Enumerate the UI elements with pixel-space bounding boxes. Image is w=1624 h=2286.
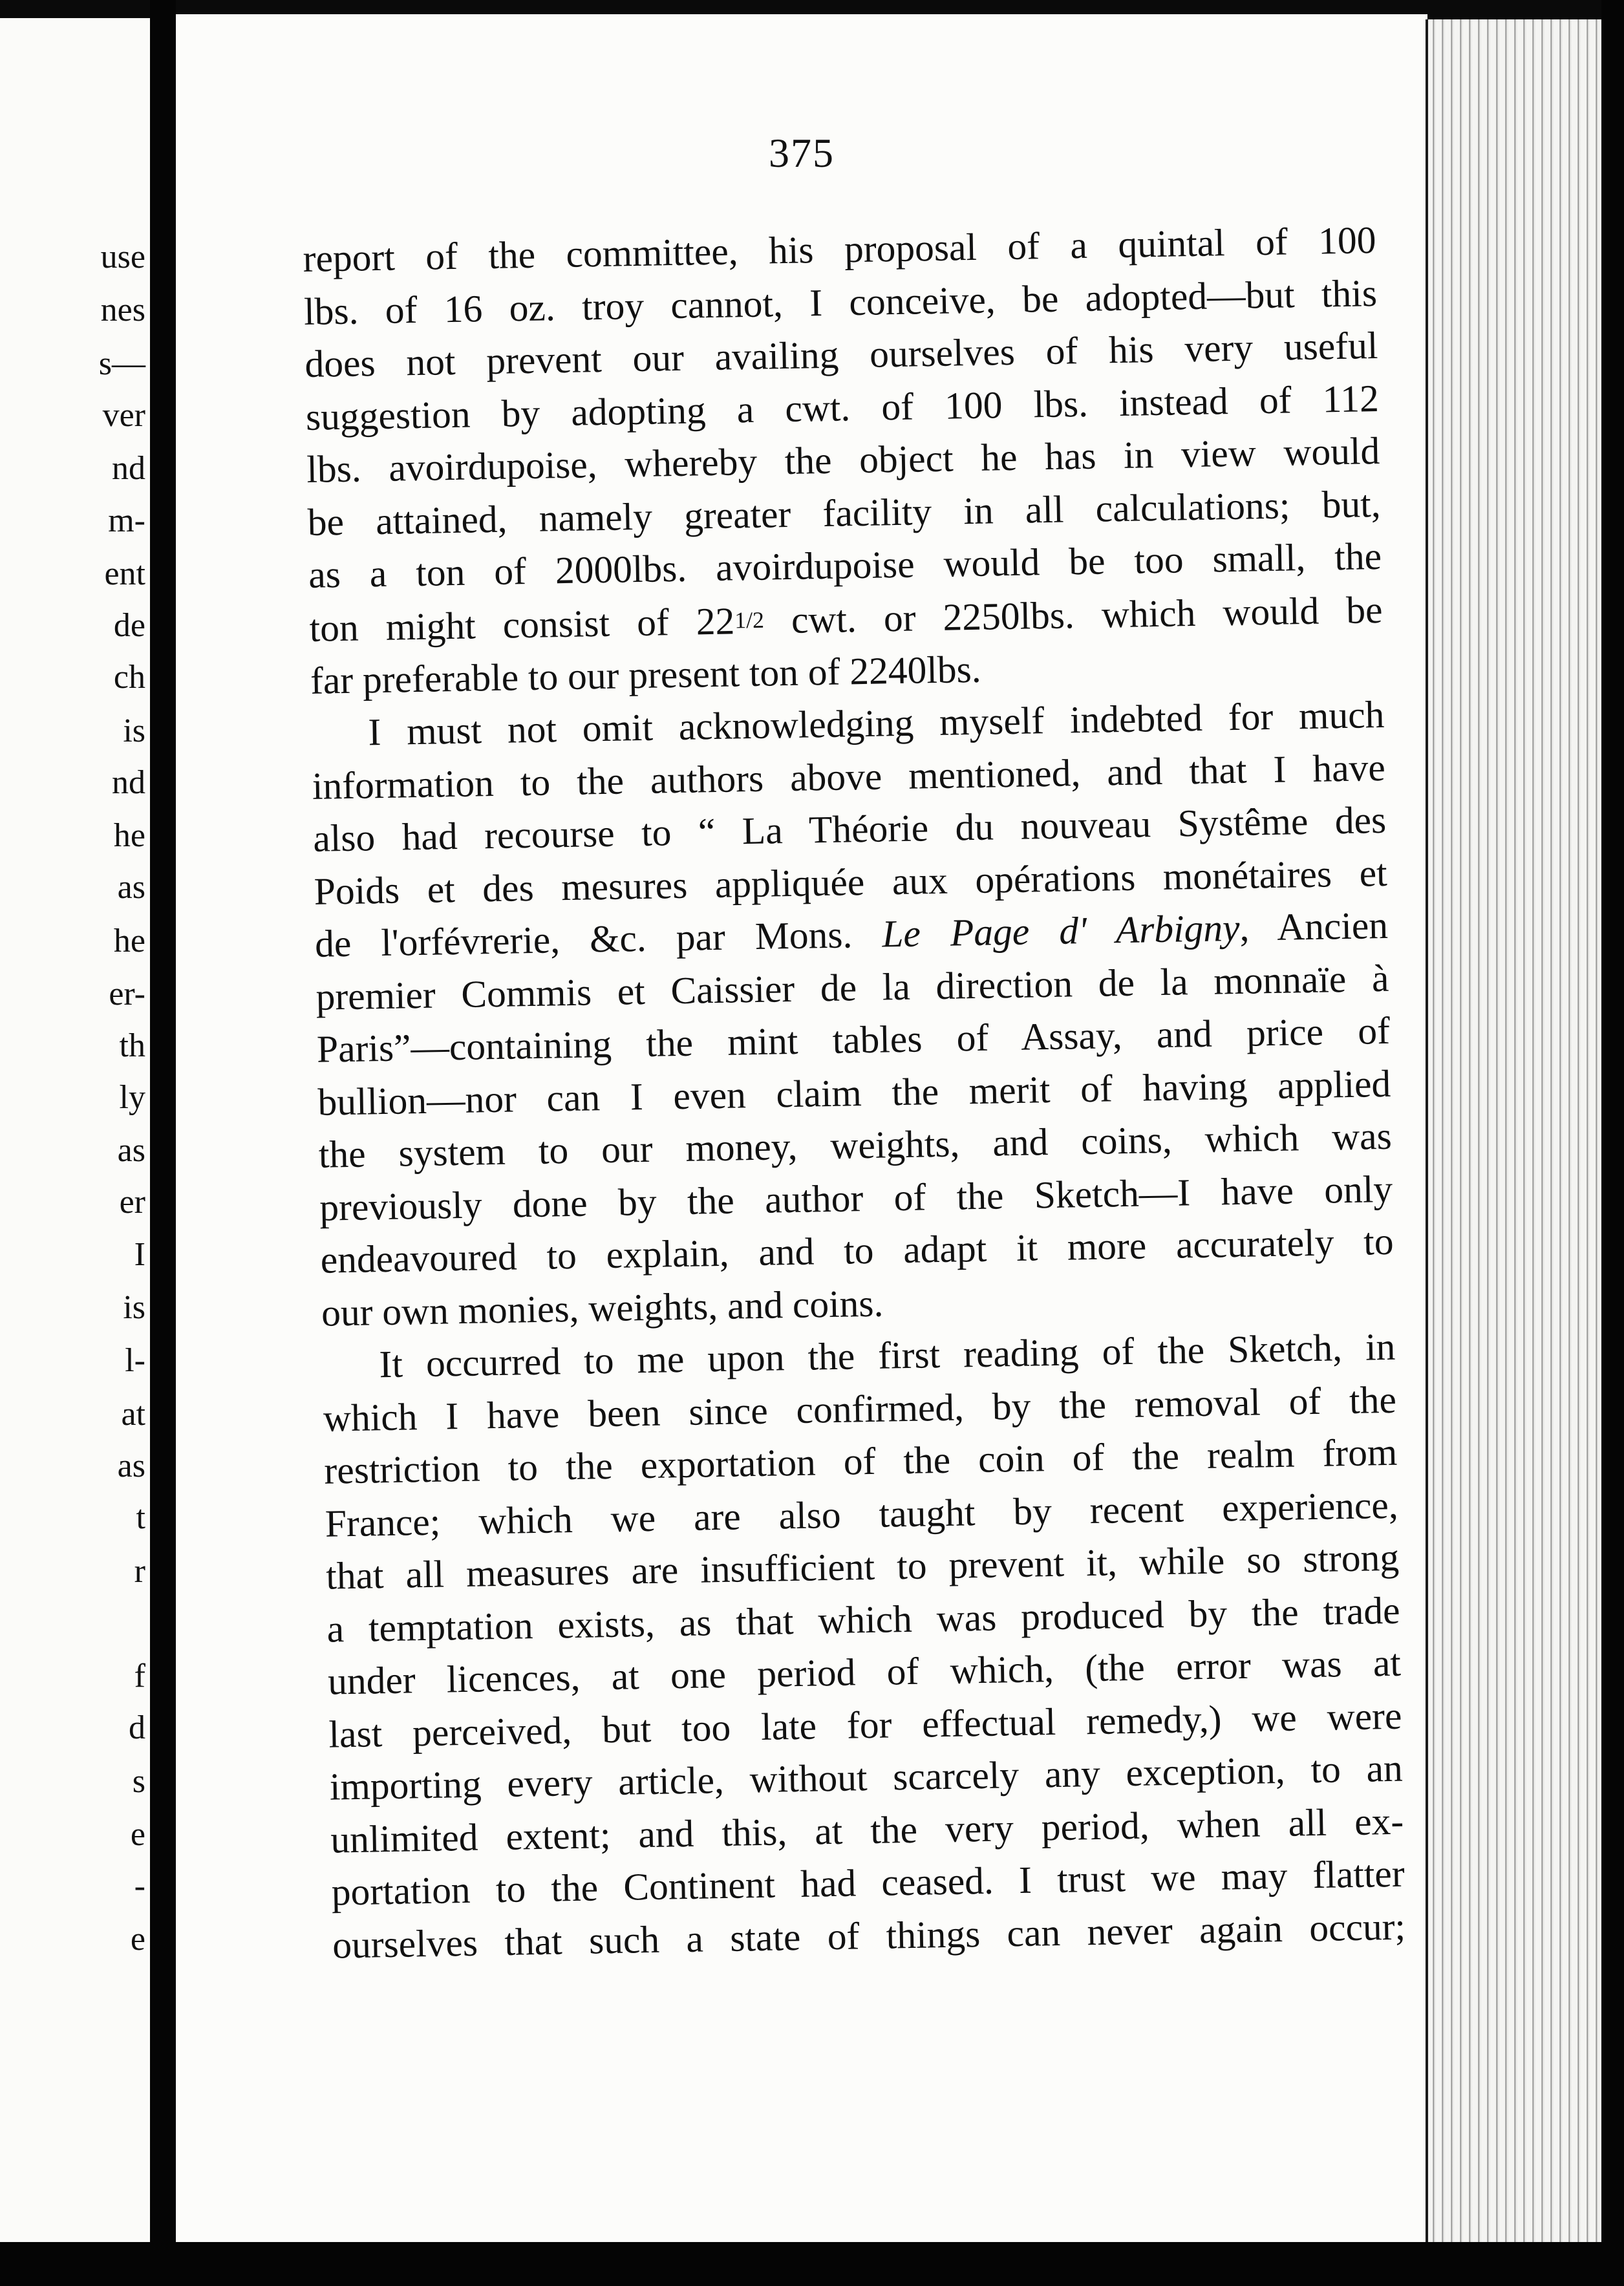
left-page-fragment: he — [113, 817, 145, 854]
left-page-fragment: ly — [119, 1079, 145, 1116]
text-line: information to the authors above mentioned, and that I have — [312, 745, 1386, 807]
left-page-fragment: f — [134, 1658, 145, 1694]
left-page-fragment: d — [129, 1709, 145, 1746]
text-segment: ton might consist of 22 — [309, 599, 735, 650]
left-page-fragment: nd — [112, 450, 145, 487]
body-text — [303, 214, 1406, 1972]
text-line: the system to our money, weights, and coins, which was — [318, 1115, 1393, 1177]
text-line: previously done by the author of the Sketch—I have only — [319, 1167, 1393, 1229]
text-line: ourselves that such a state of things can never again occur; — [332, 1905, 1406, 1967]
left-facing-page — [0, 18, 150, 2242]
left-page-fragment: e — [130, 1816, 145, 1853]
book-gutter — [150, 0, 176, 2286]
text-line: which I have been since confirmed, by the removal of the — [323, 1378, 1397, 1440]
text-line: I must not omit acknowledging myself indebted for much — [367, 693, 1385, 754]
text-line: far preferable to our present ton of 2240lbs. — [310, 647, 982, 702]
text-line: our own monies, weights, and coins. — [321, 1281, 884, 1334]
text-line: restriction to the exportation of the coin of the realm from — [323, 1431, 1398, 1493]
text-line: does not prevent our availing ourselves of his very useful — [304, 324, 1378, 385]
page-number: 375 — [769, 130, 835, 176]
left-page-fragment: er — [119, 1184, 145, 1221]
text-segment: de l'orfévrerie, &c. par Mons. — [314, 912, 882, 966]
text-line: last perceived, but too late for effectual remedy,) we were — [328, 1694, 1402, 1756]
left-page-fragment: de — [113, 607, 145, 644]
left-page-fragment: nd — [112, 764, 145, 801]
text-line: importing every article, without scarcely any exception, to an — [329, 1747, 1404, 1809]
text-line: lbs. avoirdupoise, whereby the object he has in view would — [306, 429, 1380, 491]
left-page-fragment: as — [117, 1132, 145, 1169]
text-line: Paris”—containing the mint tables of Assay, and price of — [316, 1009, 1391, 1071]
left-page-fragment: he — [113, 923, 145, 959]
left-page-fragment: t — [136, 1499, 145, 1536]
text-line: be attained, namely greater facility in all calculations; but, — [307, 482, 1382, 544]
left-page-fragment: m- — [108, 502, 145, 539]
text-line: that all measures are insufficient to prevent it, while so strong — [325, 1536, 1400, 1598]
text-line: under licences, at one period of which, (the error was at — [327, 1641, 1402, 1704]
scan-border-bottom — [0, 2242, 1624, 2286]
text-line: also had recourse to “ La Théorie du nouveau Systême des — [312, 798, 1387, 860]
left-page-fragment: th — [119, 1027, 145, 1064]
left-page-fragment: - — [134, 1868, 145, 1905]
left-page-fragment: as — [117, 869, 145, 906]
text-line: It occurred to me upon the first reading of the Sketch, in — [378, 1325, 1396, 1386]
text-line: premier Commis et Caissier de la direction de la monnaïe à — [315, 956, 1389, 1018]
text-segment: cwt. or 2250lbs. which would be — [764, 588, 1383, 642]
text-line: report of the committee, his proposal of a quintal of 100 — [303, 219, 1377, 280]
text-line: lbs. of 16 oz. troy cannot, I conceive, be adopted—but this — [303, 271, 1378, 333]
main-page — [176, 14, 1427, 2242]
left-page-fragment: is — [123, 712, 145, 749]
text-line: portation to the Continent had ceased. I trust we may flatter — [331, 1852, 1405, 1914]
text-line: unlimited extent; and this, at the very period, when all ex- — [330, 1799, 1404, 1861]
left-page-fragment: ver — [102, 397, 145, 434]
left-page-fragment: r — [134, 1553, 145, 1590]
left-page-fragment: l- — [125, 1342, 145, 1379]
left-page-fragment: s— — [98, 345, 145, 382]
left-page-fragment: s — [132, 1763, 145, 1800]
left-page-fragment: is — [123, 1289, 145, 1326]
text-line: endeavoured to explain, and to adapt it more accurately to — [320, 1220, 1394, 1282]
left-page-fragment: at — [121, 1396, 145, 1433]
left-page-fragment: as — [117, 1447, 145, 1484]
text-segment: , Ancien — [1239, 904, 1389, 950]
text-line: bullion—nor can I even claim the merit of having applied — [317, 1062, 1391, 1124]
page-edges — [1426, 19, 1604, 2243]
fraction: 1/2 — [734, 606, 765, 633]
left-page-fragment: ch — [113, 659, 145, 696]
scan-border-right — [1601, 0, 1624, 2286]
left-page-fragment: I — [134, 1236, 145, 1273]
left-page-fragment: use — [100, 239, 145, 275]
text-line: Poids et des mesures appliquée aux opérations monétaires et — [314, 851, 1388, 913]
text-line: suggestion by adopting a cwt. of 100 lbs. instead of 112 — [305, 376, 1380, 438]
text-line: as a ton of 2000lbs. avoirdupoise would be too small, the — [308, 534, 1382, 596]
left-page-fragment: e — [130, 1921, 145, 1958]
left-page-fragment: ent — [104, 555, 145, 592]
italic-name: Le Page d' Arbigny — [881, 906, 1241, 956]
left-page-fragment: er- — [109, 976, 145, 1012]
text-line: a temptation exists, as that which was produced by the trade — [326, 1588, 1401, 1650]
text-line: France; which we are also taught by recent experience, — [325, 1483, 1399, 1545]
left-page-fragment: nes — [100, 292, 145, 328]
